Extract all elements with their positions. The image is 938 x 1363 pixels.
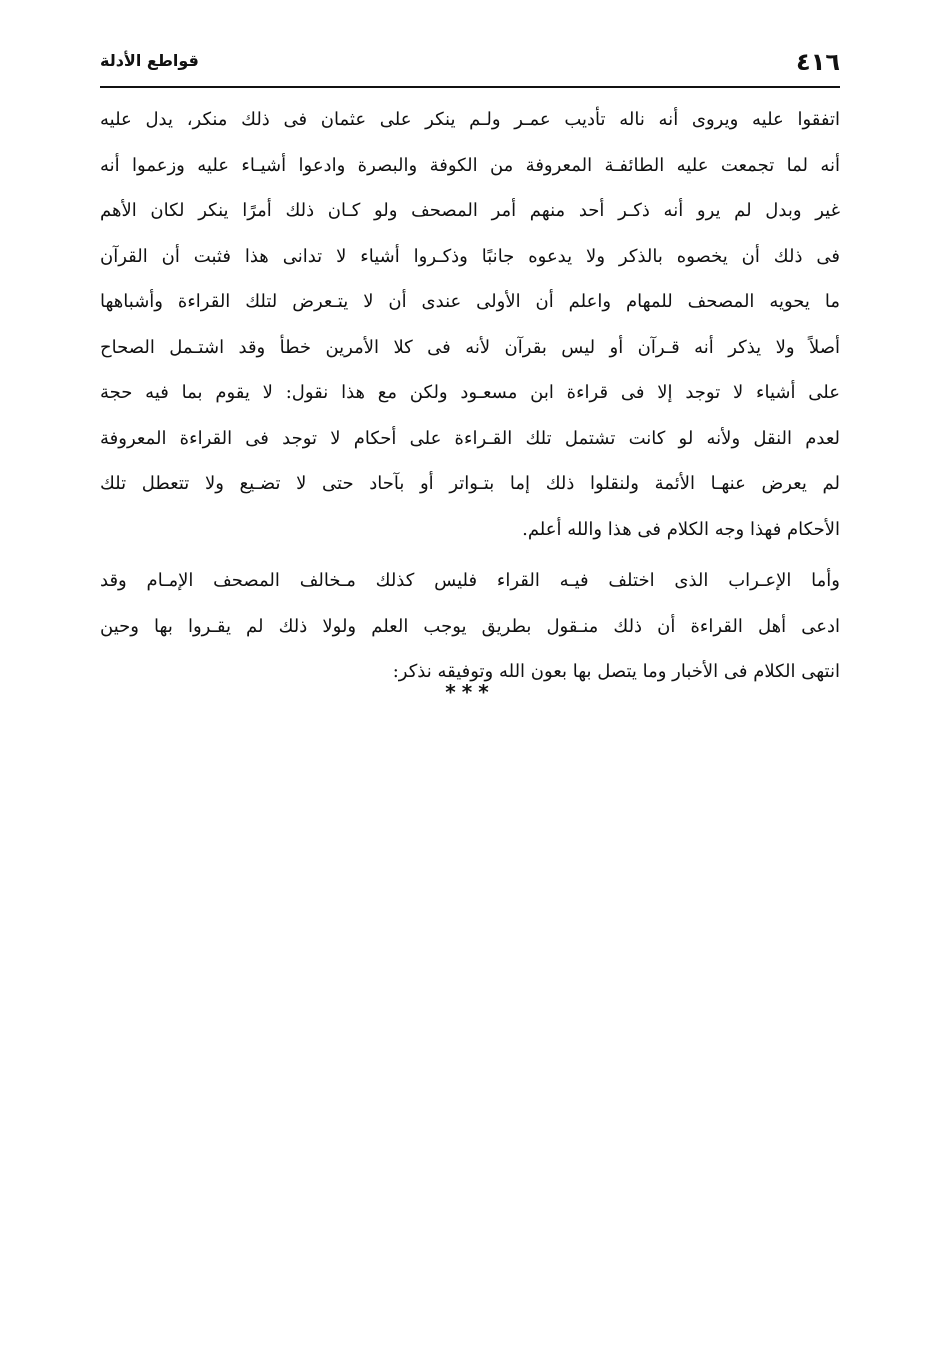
text-line: اتفقوا عليه ويروى أنه ناله تأديب عمـر ولـم ينكر على عثمان فى ذلك منكر، يدل عليه — [100, 109, 840, 130]
text-line: أنه لما تجمعت عليه الطائفـة المعروفة من الكوفة والبصرة وادعوا أشيـاء عليه وزعموا أنه — [100, 154, 840, 176]
paragraph-1 — [100, 97, 840, 552]
text-line: لم يعرض عنهـا الأئمة ولنقلوا ذلك إما بتـواتر أو بآحاد حتى لا تضـيع ولا تتعطل تلك — [100, 473, 840, 494]
text-line: الأحكام فهذا وجه الكلام فى هذا والله أعلم. — [522, 518, 840, 540]
text-line: فى ذلك أن يخصوه بالذكر ولا يدعوه جانبًا وذكـروا أشياء لا تدانى هذا فثبت أن القرآن — [100, 245, 840, 267]
page-number: ٤١٦ — [796, 48, 840, 76]
text-line: وأما الإعـراب الذى اختلف فيـه القراء فليس كذلك مـخالف المصحف الإمـام وقد — [100, 570, 840, 591]
body-text — [100, 97, 840, 695]
page-header — [100, 44, 840, 84]
text-line: على أشياء لا توجد إلا فى قراءة ابن مسعـود ولكن مع هذا نقول: لا يقوم بما فيه حجة — [100, 382, 840, 403]
section-separator: *** — [445, 680, 495, 704]
header-rule — [100, 86, 840, 88]
text-line: أصلاً ولا يذكر أنه قـرآن أو ليس بقرآن لأنه فى كلا الأمرين خطأ وقد اشتـمل الصحاح — [100, 336, 840, 358]
text-line: غير وبدل لم يرو أنه ذكـر أحد منهم أمر المصحف ولو كـان ذلك أمرًا ينكر لكان الأهم — [100, 200, 840, 221]
text-line: ادعى أهل القراءة أن ذلك منـقول بطريق يوجب العلم ولولا ذلك لم يقـروا بها وحين — [100, 615, 840, 637]
text-line: لعدم النقل ولأنه لو كانت تشتمل تلك القـراءة على أحكام لا توجد فى القراءة المعروفة — [100, 427, 840, 449]
text-line: انتهى الكلام فى الأخبار وما يتصل بها بعون الله وتوفيقه نذكر: — [392, 661, 840, 682]
text-line: ما يحويه المصحف للمهام واعلم أن الأولى عندى أن لا يتـعرض لتلك القراءة وأشباهها — [100, 291, 840, 312]
running-title: قواطع الأدلة — [100, 51, 199, 70]
